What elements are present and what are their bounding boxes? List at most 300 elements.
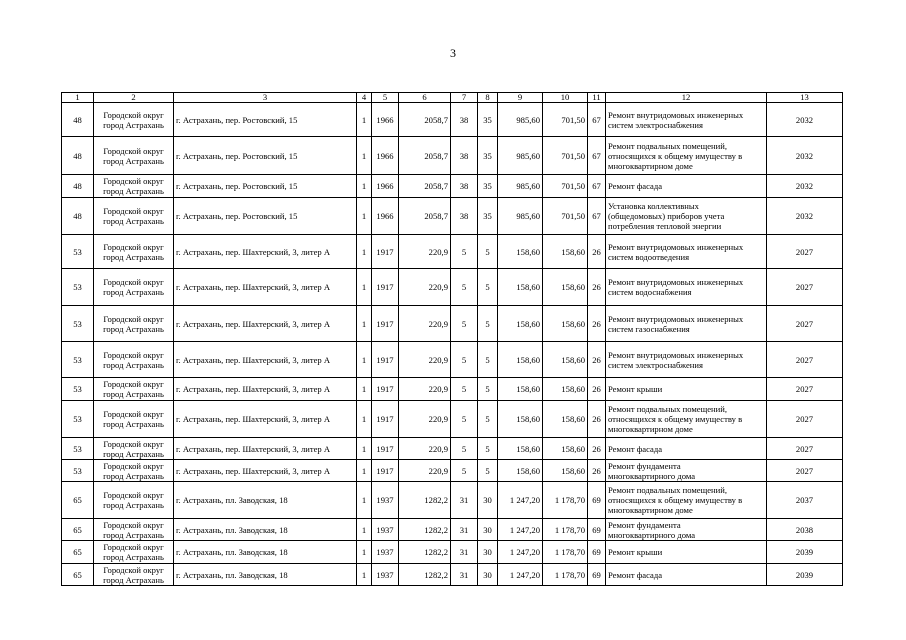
address: г. Астрахань, пер. Шахтерский, 3, литер А: [174, 235, 357, 269]
work-type-line: относящихся к общему имуществу в: [608, 150, 743, 161]
municipality: [94, 460, 174, 482]
col-8: 5: [478, 306, 498, 342]
area: 220,9: [399, 438, 451, 460]
work-type-line: многоквартирного дома: [608, 529, 696, 540]
address: г. Астрахань, пер. Шахтерский, 3, литер А: [174, 401, 357, 438]
area: 1282,2: [399, 482, 451, 519]
col-8: 5: [478, 235, 498, 269]
col-10: 158,60: [543, 306, 588, 342]
col-11: 26: [588, 401, 606, 438]
address: г. Астрахань, пер. Шахтерский, 3, литер А: [174, 306, 357, 342]
municipality: [94, 175, 174, 198]
col-7: 5: [451, 378, 478, 401]
planned-year: 2027: [767, 306, 843, 342]
col-11: 69: [588, 482, 606, 519]
floors: 1: [357, 269, 372, 306]
floors: 1: [357, 460, 372, 482]
work-type-line: многоквартирном доме: [608, 505, 693, 515]
column-header: 8: [478, 93, 498, 103]
row-number: 53: [62, 378, 94, 401]
municipality: [94, 438, 174, 460]
address: г. Астрахань, пл. Заводская, 18: [174, 564, 357, 586]
work-type-line: Ремонт внутридомовых инженерных: [608, 277, 744, 287]
work-type-line: Ремонт подвальных помещений,: [608, 404, 727, 414]
floors: 1: [357, 306, 372, 342]
work-type: [606, 103, 767, 137]
address: г. Астрахань, пер. Шахтерский, 3, литер А: [174, 438, 357, 460]
municipality-line: город Астрахань: [103, 287, 164, 297]
municipality-line: город Астрахань: [103, 419, 164, 429]
work-type-line: Ремонт фасада: [608, 443, 663, 454]
address: г. Астрахань, пер. Шахтерский, 3, литер А: [174, 378, 357, 401]
municipality-line: город Астрахань: [103, 448, 164, 459]
col-7: 38: [451, 137, 478, 175]
work-type-line: Ремонт внутридомовых инженерных: [608, 109, 744, 120]
page-number: 3: [450, 46, 456, 60]
work-type: [606, 342, 767, 378]
address: г. Астрахань, пл. Заводская, 18: [174, 519, 357, 541]
municipality-line: город Астрахань: [103, 186, 164, 196]
table-row: [62, 306, 843, 342]
planned-year: 2039: [767, 564, 843, 586]
col-7: 5: [451, 269, 478, 306]
col-7: 5: [451, 438, 478, 460]
col-10: 158,60: [543, 401, 588, 438]
work-type-line: Ремонт крыши: [608, 384, 663, 394]
column-header: 7: [451, 93, 478, 103]
area: 220,9: [399, 460, 451, 482]
planned-year: 2038: [767, 519, 843, 541]
work-type-line: Ремонт внутридомовых инженерных: [608, 241, 744, 252]
municipality-line: город Астрахань: [103, 323, 164, 334]
col-8: 5: [478, 269, 498, 306]
col-11: 69: [588, 564, 606, 586]
work-type-line: многоквартирном доме: [608, 424, 693, 434]
work-type-line: систем электроснабжения: [608, 119, 703, 130]
municipality-line: Городской округ: [103, 206, 164, 216]
col-11: 26: [588, 438, 606, 460]
work-type-line: Ремонт подвальных помещений,: [608, 485, 727, 495]
year: 1917: [372, 342, 399, 378]
col-11: 26: [588, 378, 606, 401]
planned-year: 2032: [767, 137, 843, 175]
col-11: 67: [588, 175, 606, 198]
work-type-line: потребления тепловой энергии: [608, 221, 722, 231]
planned-year: 2032: [767, 103, 843, 137]
municipality-line: город Астрахань: [103, 119, 164, 130]
floors: 1: [357, 438, 372, 460]
municipality-line: Городской округ: [103, 176, 164, 186]
col-10: 701,50: [543, 175, 588, 198]
work-type: [606, 519, 767, 541]
col-11: 67: [588, 103, 606, 137]
work-type: [606, 235, 767, 269]
row-number: 53: [62, 401, 94, 438]
col-9: 1 247,20: [498, 564, 543, 586]
table-row: [62, 564, 843, 586]
floors: 1: [357, 342, 372, 378]
col-7: 31: [451, 541, 478, 564]
address: г. Астрахань, пер. Ростовский, 15: [174, 198, 357, 235]
work-type-line: систем электроснабжения: [608, 359, 703, 370]
col-9: 1 247,20: [498, 482, 543, 519]
address: г. Астрахань, пер. Ростовский, 15: [174, 137, 357, 175]
floors: 1: [357, 541, 372, 564]
row-number: 48: [62, 198, 94, 235]
work-type: [606, 378, 767, 401]
table-row: [62, 235, 843, 269]
column-header: 12: [606, 93, 767, 103]
year: 1966: [372, 198, 399, 235]
municipality: [94, 482, 174, 519]
planned-year: 2032: [767, 198, 843, 235]
floors: 1: [357, 378, 372, 401]
municipality: [94, 269, 174, 306]
municipality-line: город Астрахань: [103, 389, 164, 399]
work-type: [606, 482, 767, 519]
col-8: 35: [478, 103, 498, 137]
row-number: 53: [62, 460, 94, 482]
work-type: [606, 175, 767, 198]
col-11: 26: [588, 269, 606, 306]
year: 1917: [372, 401, 399, 438]
year: 1917: [372, 306, 399, 342]
column-header: 9: [498, 93, 543, 103]
year: 1966: [372, 175, 399, 198]
column-header: 10: [543, 93, 588, 103]
capital-repair-table: [61, 92, 843, 586]
year: 1937: [372, 519, 399, 541]
col-8: 5: [478, 401, 498, 438]
table-header: [62, 93, 843, 103]
municipality-line: город Астрахань: [103, 470, 164, 481]
col-11: 69: [588, 541, 606, 564]
table-row: [62, 103, 843, 137]
address: г. Астрахань, пер. Ростовский, 15: [174, 175, 357, 198]
municipality-line: город Астрахань: [103, 552, 164, 562]
area: 2058,7: [399, 198, 451, 235]
table-row: [62, 438, 843, 460]
table-row: [62, 401, 843, 438]
planned-year: 2032: [767, 175, 843, 198]
year: 1966: [372, 103, 399, 137]
municipality-line: Городской округ: [103, 145, 164, 156]
col-9: 158,60: [498, 401, 543, 438]
col-11: 26: [588, 342, 606, 378]
planned-year: 2027: [767, 378, 843, 401]
floors: 1: [357, 103, 372, 137]
municipality: [94, 137, 174, 175]
municipality-line: Городской округ: [103, 313, 164, 324]
year: 1917: [372, 269, 399, 306]
municipality-line: город Астрахань: [103, 216, 164, 226]
col-10: 1 178,70: [543, 482, 588, 519]
work-type-line: Ремонт фасада: [608, 181, 663, 191]
col-8: 30: [478, 564, 498, 586]
row-number: 53: [62, 342, 94, 378]
column-header: 4: [357, 93, 372, 103]
municipality: [94, 564, 174, 586]
area: 1282,2: [399, 519, 451, 541]
col-8: 30: [478, 482, 498, 519]
year: 1917: [372, 438, 399, 460]
planned-year: 2037: [767, 482, 843, 519]
row-number: 48: [62, 175, 94, 198]
table-row: [62, 378, 843, 401]
col-10: 701,50: [543, 198, 588, 235]
year: 1917: [372, 460, 399, 482]
col-8: 35: [478, 137, 498, 175]
col-7: 5: [451, 235, 478, 269]
column-header: 3: [174, 93, 357, 103]
col-10: 1 178,70: [543, 564, 588, 586]
col-10: 158,60: [543, 235, 588, 269]
floors: 1: [357, 519, 372, 541]
work-type: [606, 401, 767, 438]
col-7: 31: [451, 519, 478, 541]
work-type-line: (общедомовых) приборов учета: [608, 211, 725, 221]
table-row: [62, 342, 843, 378]
floors: 1: [357, 564, 372, 586]
col-7: 5: [451, 342, 478, 378]
planned-year: 2039: [767, 541, 843, 564]
row-number: 48: [62, 103, 94, 137]
col-10: 158,60: [543, 342, 588, 378]
column-header: 5: [372, 93, 399, 103]
municipality: [94, 235, 174, 269]
floors: 1: [357, 482, 372, 519]
year: 1966: [372, 137, 399, 175]
col-8: 5: [478, 460, 498, 482]
col-9: 158,60: [498, 438, 543, 460]
work-type-line: Ремонт подвальных помещений,: [608, 140, 727, 151]
col-8: 30: [478, 519, 498, 541]
municipality-line: город Астрахань: [103, 500, 164, 510]
column-header: 2: [94, 93, 174, 103]
municipality: [94, 103, 174, 137]
area: 220,9: [399, 269, 451, 306]
area: 1282,2: [399, 541, 451, 564]
work-type: [606, 198, 767, 235]
municipality-line: Городской округ: [103, 438, 164, 449]
work-type: [606, 460, 767, 482]
work-type: [606, 137, 767, 175]
table-row: [62, 519, 843, 541]
address: г. Астрахань, пл. Заводская, 18: [174, 482, 357, 519]
work-type-line: Ремонт внутридомовых инженерных: [608, 349, 744, 360]
municipality-line: город Астрахань: [103, 155, 164, 166]
work-type-line: Ремонт крыши: [608, 547, 663, 557]
col-9: 158,60: [498, 306, 543, 342]
row-number: 53: [62, 235, 94, 269]
col-9: 1 247,20: [498, 541, 543, 564]
planned-year: 2027: [767, 460, 843, 482]
area: 220,9: [399, 342, 451, 378]
column-header: 13: [767, 93, 843, 103]
table-row: [62, 198, 843, 235]
municipality-line: город Астрахань: [103, 529, 164, 540]
year: 1937: [372, 482, 399, 519]
year: 1937: [372, 564, 399, 586]
col-7: 38: [451, 103, 478, 137]
table-row: [62, 460, 843, 482]
table-row: [62, 482, 843, 519]
col-9: 158,60: [498, 378, 543, 401]
work-type: [606, 541, 767, 564]
col-9: 1 247,20: [498, 519, 543, 541]
area: 220,9: [399, 235, 451, 269]
col-7: 31: [451, 482, 478, 519]
table-row: [62, 269, 843, 306]
col-7: 5: [451, 401, 478, 438]
area: 220,9: [399, 306, 451, 342]
col-10: 701,50: [543, 137, 588, 175]
col-7: 5: [451, 306, 478, 342]
work-type: [606, 564, 767, 586]
municipality-line: Городской округ: [103, 490, 164, 500]
address: г. Астрахань, пл. Заводская, 18: [174, 541, 357, 564]
municipality-line: город Астрахань: [103, 251, 164, 262]
address: г. Астрахань, пер. Шахтерский, 3, литер А: [174, 460, 357, 482]
row-number: 65: [62, 564, 94, 586]
col-10: 701,50: [543, 103, 588, 137]
work-type-line: Ремонт фасада: [608, 569, 663, 580]
table-row: [62, 541, 843, 564]
municipality: [94, 198, 174, 235]
municipality: [94, 519, 174, 541]
municipality: [94, 342, 174, 378]
col-8: 5: [478, 342, 498, 378]
municipality: [94, 378, 174, 401]
municipality-line: Городской округ: [103, 519, 164, 530]
floors: 1: [357, 137, 372, 175]
municipality-line: Городской округ: [103, 542, 164, 552]
planned-year: 2027: [767, 235, 843, 269]
col-9: 158,60: [498, 269, 543, 306]
col-8: 35: [478, 175, 498, 198]
col-9: 985,60: [498, 103, 543, 137]
col-9: 158,60: [498, 235, 543, 269]
table-row: [62, 175, 843, 198]
address: г. Астрахань, пер. Ростовский, 15: [174, 103, 357, 137]
col-8: 5: [478, 438, 498, 460]
work-type-line: Ремонт внутридомовых инженерных: [608, 313, 744, 324]
area: 220,9: [399, 401, 451, 438]
work-type-line: систем водоотведения: [608, 251, 690, 262]
col-8: 30: [478, 541, 498, 564]
year: 1917: [372, 235, 399, 269]
work-type-line: Установка коллективных: [608, 201, 699, 211]
work-type: [606, 438, 767, 460]
column-header: 6: [399, 93, 451, 103]
table-body: [62, 103, 843, 586]
row-number: 65: [62, 482, 94, 519]
municipality-line: Городской округ: [103, 460, 164, 471]
municipality-line: город Астрахань: [103, 359, 164, 370]
col-10: 158,60: [543, 460, 588, 482]
municipality-line: Городской округ: [103, 241, 164, 252]
table-row: [62, 137, 843, 175]
area: 2058,7: [399, 175, 451, 198]
area: 2058,7: [399, 103, 451, 137]
municipality: [94, 541, 174, 564]
col-9: 158,60: [498, 460, 543, 482]
work-type-line: многоквартирном доме: [608, 160, 693, 171]
municipality-line: Городской округ: [103, 379, 164, 389]
work-type-line: систем газоснабжения: [608, 323, 690, 334]
header-row: [62, 93, 843, 103]
col-10: 1 178,70: [543, 541, 588, 564]
col-7: 38: [451, 175, 478, 198]
row-number: 53: [62, 306, 94, 342]
col-7: 5: [451, 460, 478, 482]
municipality-line: Городской округ: [103, 109, 164, 120]
col-9: 985,60: [498, 198, 543, 235]
col-7: 31: [451, 564, 478, 586]
year: 1917: [372, 378, 399, 401]
planned-year: 2027: [767, 269, 843, 306]
work-type: [606, 269, 767, 306]
municipality-line: Городской округ: [103, 349, 164, 360]
row-number: 65: [62, 519, 94, 541]
municipality-line: Городской округ: [103, 409, 164, 419]
planned-year: 2027: [767, 342, 843, 378]
work-type: [606, 306, 767, 342]
work-type-line: Ремонт фундамента: [608, 519, 681, 530]
area: 2058,7: [399, 137, 451, 175]
col-11: 69: [588, 519, 606, 541]
col-10: 158,60: [543, 378, 588, 401]
address: г. Астрахань, пер. Шахтерский, 3, литер А: [174, 269, 357, 306]
area: 1282,2: [399, 564, 451, 586]
col-10: 1 178,70: [543, 519, 588, 541]
col-11: 26: [588, 306, 606, 342]
row-number: 53: [62, 269, 94, 306]
col-9: 158,60: [498, 342, 543, 378]
row-number: 48: [62, 137, 94, 175]
municipality-line: Городской округ: [103, 277, 164, 287]
col-11: 67: [588, 198, 606, 235]
col-11: 26: [588, 460, 606, 482]
col-8: 35: [478, 198, 498, 235]
floors: 1: [357, 198, 372, 235]
col-8: 5: [478, 378, 498, 401]
work-type-line: многоквартирного дома: [608, 470, 696, 481]
work-type-line: относящихся к общему имуществу в: [608, 495, 743, 505]
municipality-line: город Астрахань: [103, 574, 164, 585]
row-number: 53: [62, 438, 94, 460]
floors: 1: [357, 401, 372, 438]
planned-year: 2027: [767, 438, 843, 460]
column-header: 1: [62, 93, 94, 103]
year: 1937: [372, 541, 399, 564]
work-type-line: Ремонт фундамента: [608, 460, 681, 471]
floors: 1: [357, 175, 372, 198]
planned-year: 2027: [767, 401, 843, 438]
col-11: 26: [588, 235, 606, 269]
address: г. Астрахань, пер. Шахтерский, 3, литер А: [174, 342, 357, 378]
municipality: [94, 306, 174, 342]
work-type-line: систем водоснабжения: [608, 287, 692, 297]
column-header: 11: [588, 93, 606, 103]
col-10: 158,60: [543, 438, 588, 460]
work-type-line: относящихся к общему имуществу в: [608, 414, 743, 424]
row-number: 65: [62, 541, 94, 564]
col-10: 158,60: [543, 269, 588, 306]
floors: 1: [357, 235, 372, 269]
area: 220,9: [399, 378, 451, 401]
municipality: [94, 401, 174, 438]
